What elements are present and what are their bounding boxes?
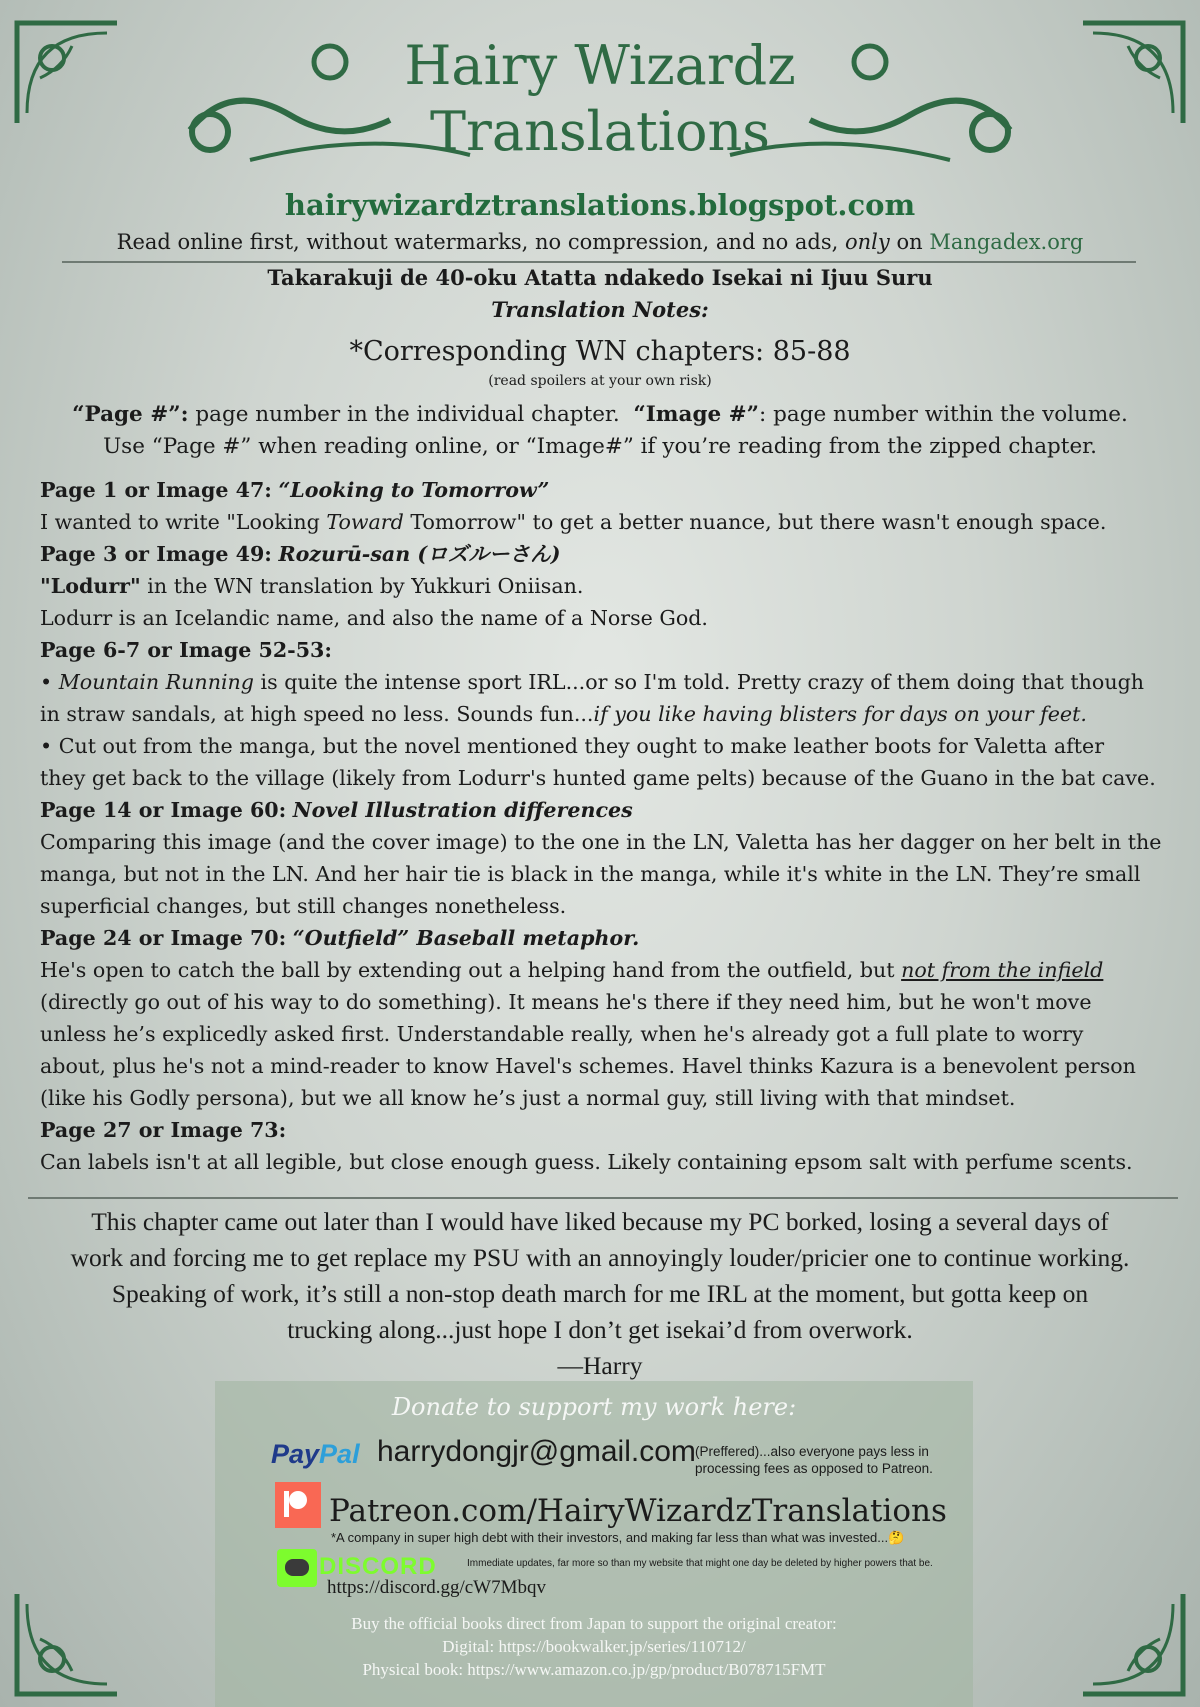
note-page-ref: Page 6-7 or Image 52-53: (40, 638, 332, 662)
note-text: they get back to the village (likely from Lodurr's hunted game pelts) because of the Guano in the bat cave. (40, 766, 1156, 790)
paypal-email[interactable]: harrydongjr@gmail.com (377, 1435, 696, 1468)
note-text (40, 954, 1180, 986)
note-page-ref: Page 14 or Image 60: (40, 798, 287, 822)
buy-line: Buy the official books direct from Japan to support the original creator: (351, 1614, 837, 1633)
note-text-part: He's open to catch the ball by extending out a helping hand from the outfield, but (40, 958, 895, 982)
divider (62, 261, 1136, 263)
donate-panel (215, 1381, 973, 1707)
note-text: unless he’s explicedly asked first. Understandable really, when he's already got a full plate to worry (40, 1022, 1084, 1046)
discord-link[interactable]: https://discord.gg/cW7Mbqv (327, 1577, 547, 1598)
note-text: Comparing this image (and the cover image) to the one in the LN, Valetta has her dagger on her belt in the (40, 830, 1162, 854)
signature: —Harry (557, 1351, 643, 1380)
page-label: “Page #”: (72, 402, 189, 427)
note-heading (40, 1114, 1180, 1146)
note-text (40, 698, 1180, 730)
image-label: “Image #” (633, 402, 760, 427)
brand-title-line2: Translations (430, 100, 770, 163)
paypal-note-line: processing fees as opposed to Patreon. (695, 1461, 933, 1476)
corner-ornament-top-left (12, 18, 122, 128)
note-text: superficial changes, but still changes nonetheless. (40, 894, 567, 918)
brand-title-line1: Hairy Wizardz (404, 34, 796, 97)
note-heading (40, 538, 1180, 570)
note-text: Lodurr is an Icelandic name, and also the name of a Norse God. (40, 606, 708, 630)
patreon-note: *A company in super high debt with their investors, and making far less than what was invested...🤔 (331, 1530, 905, 1545)
note-text-part: is quite the intense sport IRL...or so I'm told. Pretty crazy of them doing that though (260, 670, 1145, 694)
note-text: Can labels isn't at all legible, but close enough guess. Likely containing epsom salt with perfume scents. (40, 1150, 1133, 1174)
note-text: manga, but not in the LN. And her hair tie is black in the manga, while it's white in the LN. They’re small (40, 862, 1141, 886)
note-page-ref: Page 24 or Image 70: (40, 926, 287, 950)
paypal-note (695, 1443, 933, 1477)
note-heading (40, 794, 1180, 826)
donate-title: Donate to support my work here: (391, 1393, 797, 1421)
note-title: Rozurū-san (ロズルーさん) (278, 542, 561, 566)
note-page-ref: Page 27 or Image 73: (40, 1118, 287, 1142)
paypal-logo-part: Pay (271, 1439, 320, 1469)
note-text (40, 506, 1180, 538)
note-text-italic: Toward (326, 510, 404, 534)
read-only: only (845, 230, 890, 254)
paypal-icon[interactable] (271, 1439, 360, 1470)
message-line: work and forcing me to get replace my PSU with an annoyingly louder/pricier one to continue working. (70, 1243, 1130, 1272)
note-heading (40, 474, 1180, 506)
image-text: : page number within the volume. (759, 402, 1128, 427)
message-line: Speaking of work, it’s still a non-stop death march for me IRL at the moment, but gotta keep on (111, 1279, 1089, 1308)
divider (28, 1197, 1178, 1199)
discord-icon[interactable] (277, 1549, 317, 1587)
wn-spoiler-note: (read spoilers at your own risk) (488, 373, 712, 389)
note-text: about, plus he's not a mind-reader to know Havel's schemes. Havel thinks Kazura is a benevolent person (40, 1054, 1136, 1078)
novel-title: Takarakuji de 40-oku Atatta ndakedo Isekai ni Ijuu Suru (267, 265, 933, 290)
patreon-icon[interactable] (275, 1482, 321, 1528)
wn-chapters: *Corresponding WN chapters: 85-88 (349, 336, 851, 367)
message-line: trucking along...just hope I don’t get isekai’d from overwork. (287, 1315, 913, 1344)
page-definition-line2: Use “Page #” when reading online, or “Image#” if you’re reading from the zipped chapter. (103, 434, 1097, 459)
note-text-italic: if you like having blisters for days on your feet. (593, 702, 1087, 726)
note-page-ref: Page 1 or Image 47: (40, 478, 272, 502)
note-text: (like his Godly persona), but we all know he’s just a normal guy, still living with that mindset. (40, 1086, 1016, 1110)
note-title: Novel Illustration differences (292, 798, 633, 822)
note-title: “Outfield” Baseball metaphor. (292, 926, 640, 950)
notes-title: Translation Notes: (491, 297, 709, 322)
note-heading (40, 634, 1180, 666)
translator-message (0, 1204, 1200, 1384)
header-banner (170, 20, 1030, 180)
amazon-link[interactable]: Physical book: https://www.amazon.co.jp/gp/product/B078715FMT (362, 1660, 826, 1679)
note-text (40, 570, 1180, 602)
note-text-bold: "Lodurr" (40, 574, 141, 598)
patreon-link[interactable]: Patreon.com/HairyWizardzTranslations (329, 1493, 947, 1529)
note-text-part: in the WN translation by Yukkuri Oniisan. (147, 574, 584, 598)
page-text: page number in the individual chapter. (195, 402, 620, 427)
corner-ornament-bottom-left (12, 1589, 122, 1699)
discord-note: Immediate updates, far more so than my website that might one day be deleted by higher powers that be. (467, 1558, 933, 1569)
discord-logo-text: DISCORD (319, 1553, 437, 1580)
note-text (40, 666, 1180, 698)
note-text: • Cut out from the manga, but the novel mentioned they ought to make leather boots for Valetta after (40, 734, 1105, 758)
note-text-part: Tomorrow" to get a better nuance, but there wasn't enough space. (410, 510, 1107, 534)
translation-notes (40, 474, 1180, 1178)
corner-ornament-bottom-right (1078, 1589, 1188, 1699)
page-definition-line1 (0, 402, 1200, 427)
buy-official-books (215, 1612, 973, 1681)
note-text-part: I wanted to write "Looking (40, 510, 320, 534)
note-text-italic: Mountain Running (58, 670, 254, 694)
read-prefix: Read online first, without watermarks, no compression, and no ads, (116, 230, 839, 254)
mangadex-link[interactable]: Mangadex.org (929, 230, 1084, 254)
paypal-note-line: (Preffered)...also everyone pays less in (695, 1444, 929, 1459)
note-text: (directly go out of his way to do something). It means he's there if they need him, but he won't move (40, 990, 1092, 1014)
note-heading (40, 922, 1180, 954)
paypal-logo-part: Pal (319, 1439, 360, 1469)
bookwalker-link[interactable]: Digital: https://bookwalker.jp/series/110712/ (442, 1637, 746, 1656)
note-title: “Looking to Tomorrow” (278, 478, 550, 502)
bullet: • (40, 670, 53, 694)
read-online-line (0, 230, 1200, 254)
site-url[interactable]: hairywizardztranslations.blogspot.com (284, 188, 916, 222)
note-page-ref: Page 3 or Image 49: (40, 542, 272, 566)
read-on: on (896, 230, 923, 254)
note-text-part: in straw sandals, at high speed no less. Sounds fun... (40, 702, 594, 726)
corner-ornament-top-right (1078, 18, 1188, 128)
message-line: This chapter came out later than I would have liked because my PC borked, losing a several days of (91, 1207, 1109, 1236)
note-text-underlined: not from the infield (901, 958, 1104, 982)
